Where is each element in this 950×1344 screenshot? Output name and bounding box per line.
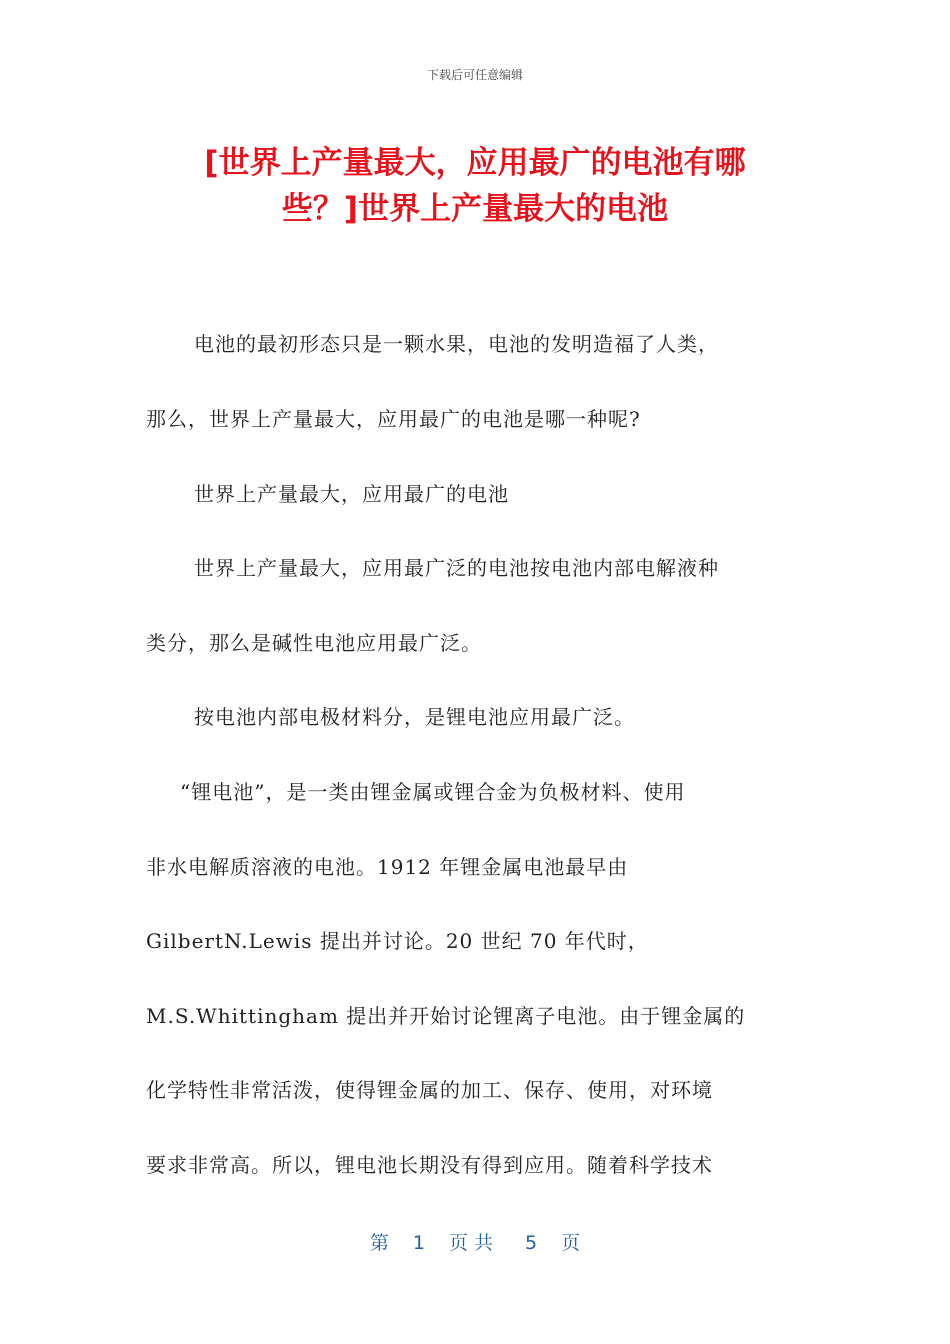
header-note: 下载后可任意编辑 [426,68,523,82]
body-line-7: “锂电池”，是一类由锂金属或锂合金为负极材料、使用 [180,780,686,804]
body-line-4: 世界上产量最大，应用最广泛的电池按电池内部电解液种 [194,556,719,580]
body-line-10: M.S.Whittingham 提出并开始讨论锂离子电池。由于锂金属的 [146,1004,746,1028]
body-line-5: 类分，那么是碱性电池应用最广泛。 [146,631,482,655]
title-line-1: [世界上产量最大，应用最广的电池有哪 [204,145,746,181]
body-line-6: 按电池内部电极材料分，是锂电池应用最广泛。 [194,705,635,729]
body-line-1: 电池的最初形态只是一颗水果，电池的发明造福了人类， [194,332,719,356]
footer-page-label: 第 [369,1232,389,1254]
title-line-2: 些？]世界上产量最大的电池 [281,191,669,227]
body-line-11: 化学特性非常活泼，使得锂金属的加工、保存、使用，对环境 [146,1078,713,1102]
body-line-3: 世界上产量最大，应用最广的电池 [194,482,509,506]
footer-page-current: 1 [412,1232,425,1254]
footer-page-total: 5 [525,1232,538,1254]
footer-page-of: 页 共 [448,1232,494,1254]
body-line-2: 那么，世界上产量最大，应用最广的电池是哪一种呢? [146,407,641,431]
document-title [150,140,800,232]
body-line-12: 要求非常高。所以，锂电池长期没有得到应用。随着科学技术 [146,1153,713,1177]
page-footer [0,1228,950,1255]
footer-page-suffix: 页 [561,1232,581,1254]
body-line-9: GilbertN.Lewis 提出并讨论。20 世纪 70 年代时， [146,929,649,953]
body-line-8: 非水电解质溶液的电池。1912 年锂金属电池最早由 [146,855,629,879]
